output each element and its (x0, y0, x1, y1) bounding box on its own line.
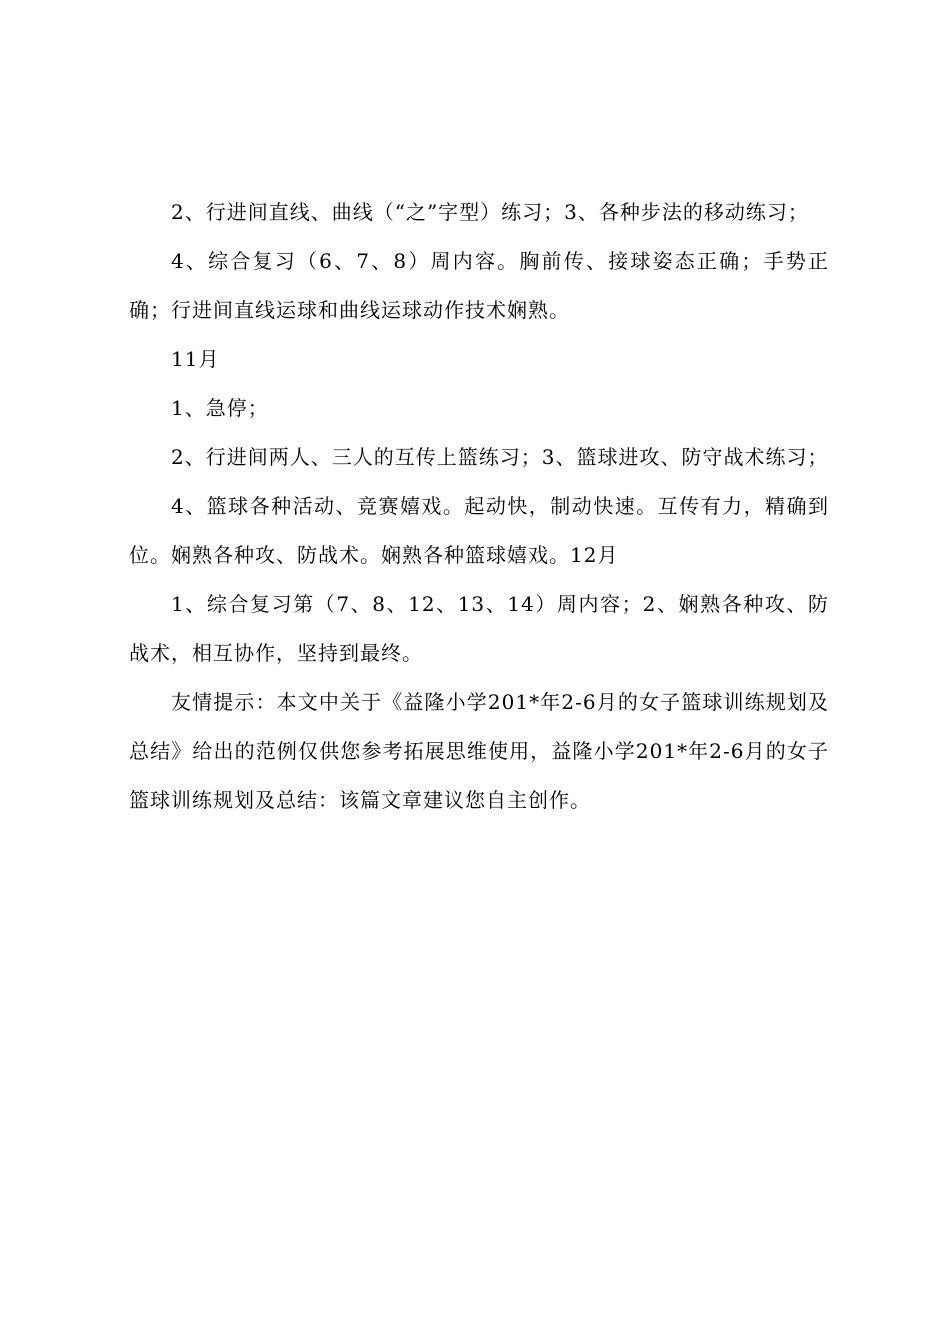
document-body (129, 188, 829, 825)
paragraph-friendly-notice: 友情提示：本文中关于《益隆小学201*年2-6月的女子篮球训练规划及总结》给出的范例仅供您参考拓展思维使用，益隆小学201*年2-6月的女子篮球训练规划及总结：该篇文章建议您自主创作。 (129, 690, 829, 812)
paragraph-footwork-drills: 2、行进间直线、曲线（“之”字型）练习；3、各种步法的移动练习； (171, 200, 809, 224)
paragraph-layup-drills: 2、行进间两人、三人的互传上篮练习；3、篮球进攻、防守战术练习； (171, 445, 829, 469)
paragraph-december-review: 1、综合复习第（7、8、12、13、14）周内容；2、娴熟各种攻、防战术，相互协作，坚持到最终。 (129, 592, 829, 665)
paragraph-games-and-tactics: 4、篮球各种活动、竞赛嬉戏。起动快，制动快速。互传有力，精确到位。娴熟各种攻、防战术。娴熟各种篮球嬉戏。12月 (129, 494, 829, 567)
paragraph-sudden-stop: 1、急停； (171, 396, 269, 420)
paragraph-comprehensive-review: 4、综合复习（6、7、8）周内容。胸前传、接球姿态正确；手势正确；行进间直线运球和曲线运球动作技术娴熟。 (129, 249, 829, 322)
paragraph-month-november: 11月 (171, 347, 220, 371)
